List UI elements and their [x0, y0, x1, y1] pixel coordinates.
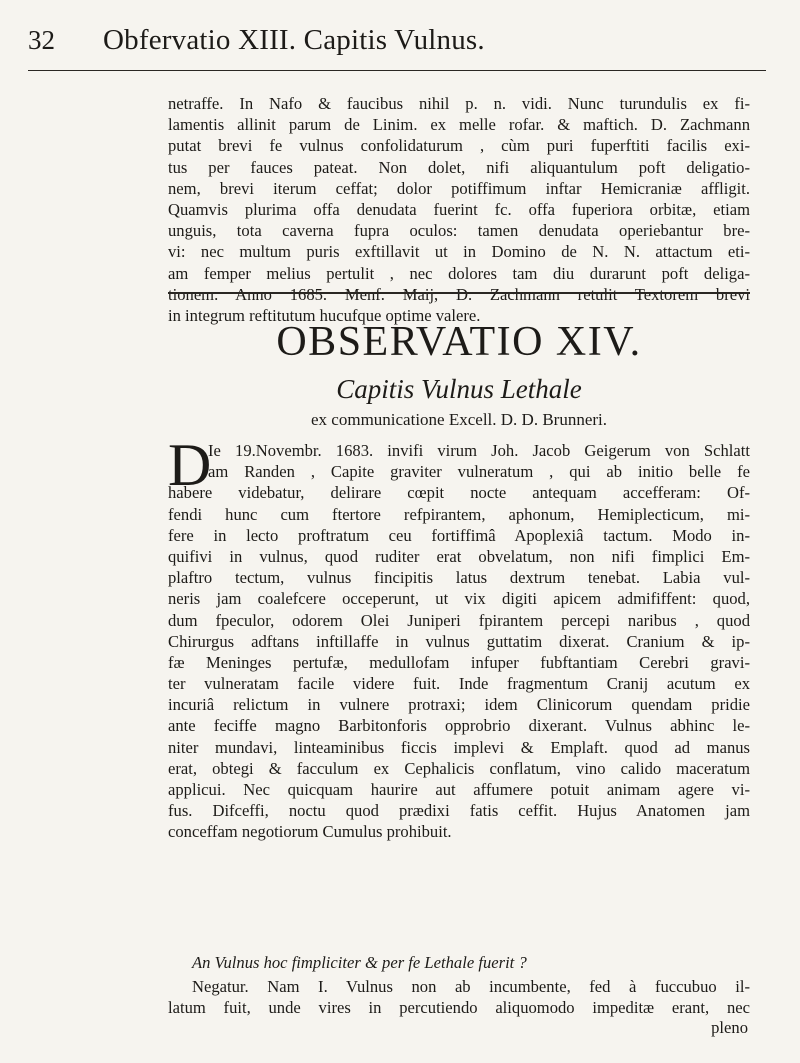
header-rule	[28, 70, 766, 71]
text-line: applicui. Nec quicquam haurire aut affumere potuit animam agere vi-	[168, 780, 750, 799]
observation-title: OBSERVATIO XIV.	[276, 319, 642, 365]
text-line: fus. Difceffi, noctu quod prædixi fatis ceffit. Hujus Anatomen jam	[168, 801, 750, 821]
text-line: lamentis allinit parum de Linim. ex melle rofar. & maftich. D. Zachmann	[168, 115, 750, 135]
question-heading: An Vulnus hoc fimpliciter & per fe Lethale fuerit ?	[192, 953, 527, 972]
text-line: neris jam coalefcere occeperunt, ut vix digiti apicem admififfent: quod,	[168, 589, 750, 609]
text-line: latum fuit, unde vires in percutiendo aliquomodo impeditæ erant, nec	[168, 998, 750, 1018]
text-line: plaftro tectum, vulnus fincipitis latus dextrum tenebat. Labia vul-	[168, 568, 750, 588]
text-line: habere videbatur, delirare cœpit nocte antequam accefferam: Of-	[168, 483, 750, 503]
page-number: 32	[28, 25, 55, 55]
text-line: Quamvis plurima offa denudata fuerint fc. offa fuperiora orbitæ, etiam	[168, 199, 750, 219]
text-line: ter vulneratam facile videre fuit. Inde fragmentum Cranij acutum ex	[168, 674, 750, 694]
text-line: fere in lecto proftratum ceu fortiffimâ Apoplexiâ tactum. Modo in-	[168, 525, 750, 545]
text-line: vi: nec multum puris exftillavit ut in Domino de N. N. attactum eti-	[168, 242, 750, 262]
text-line: quifivi in vulnus, quod ruditer erat obvelatum, non nifi fimplici Em-	[168, 546, 750, 566]
running-head	[28, 18, 768, 62]
text-line: fendi hunc cum ftertore refpirantem, aphonum, Hemiplecticum, mi-	[168, 504, 750, 524]
text-line: nem, brevi iterum ceffat; dolor potiffimum inftar Hemicraniæ affligit.	[168, 178, 750, 198]
text-line: erat, obtegi & facculum ex Cephalicis conflatum, vino calido maceratum	[168, 758, 750, 778]
text-line: dum fpeculor, odorem Olei Juniperi fpirantem percepi naribus , quod	[168, 610, 750, 630]
paragraph-answer	[168, 976, 750, 1018]
text-line: incuriâ relictum in vulnere protraxi; idem Clinicorum quendam pridie	[168, 695, 750, 715]
text-line: ante feciffe magno Barbitonforis opprobrio dixerant. Vulnus abhinc le-	[168, 716, 750, 736]
text-line: niter mundavi, linteaminibus ficcis implevi & Emplaft. quod ad manus	[168, 737, 750, 757]
observation-subtitle: Capitis Vulnus Lethale	[336, 374, 582, 404]
text-line: tus per fauces pateat. Non dolet, nifi aliquantulum poft deligatio-	[168, 157, 750, 177]
text-line: tionem. Anno 1685. Menf. Maij, D. Zachmann retulit Textorem brevi	[168, 284, 750, 304]
running-title: Obfervatio XIII. Capitis Vulnus.	[103, 24, 485, 56]
text-line: unguis, tota caverna fupra oculos: tamen denudata operiebantur bre-	[168, 221, 750, 241]
text-line: Negatur. Nam I. Vulnus non ab incumbente, fed à fuccubuo il-	[192, 977, 750, 996]
drop-cap: D	[168, 432, 212, 498]
text-line: putat brevi fe vulnus confolidaturum , cùm puri fuperftiti facilis exi-	[168, 136, 750, 156]
text-line: Chirurgus adftans inftillaffe in vulnus guttatim dixerat. Cranium & ip-	[168, 631, 750, 651]
text-line: fæ Meninges pertufæ, medullofam infuper fubftantiam Cerebri gravi-	[168, 652, 750, 672]
text-line: in integrum reftitutum hucufque optime valere.	[168, 305, 481, 325]
catchword: pleno	[711, 1018, 748, 1037]
section-separator-rule	[168, 292, 750, 294]
paragraph-case-report	[168, 440, 750, 843]
text-line: netraffe. In Nafo & faucibus nihil p. n. vidi. Nunc turundulis ex fi-	[168, 94, 750, 113]
text-line: am femper melius pertulit , nec dolores tam diu durarunt poft deliga-	[168, 263, 750, 283]
text-line: conceffam negotiorum Cumulus prohibuit.	[168, 822, 452, 842]
text-line: am Randen , Capite graviter vulneratum , qui ab initio belle fe	[208, 462, 750, 482]
text-line: Ie 19.Novembr. 1683. invifi virum Joh. Jacob Geigerum von Schlatt	[208, 441, 750, 460]
observation-source: ex communicatione Excell. D. D. Brunneri.	[311, 410, 607, 429]
